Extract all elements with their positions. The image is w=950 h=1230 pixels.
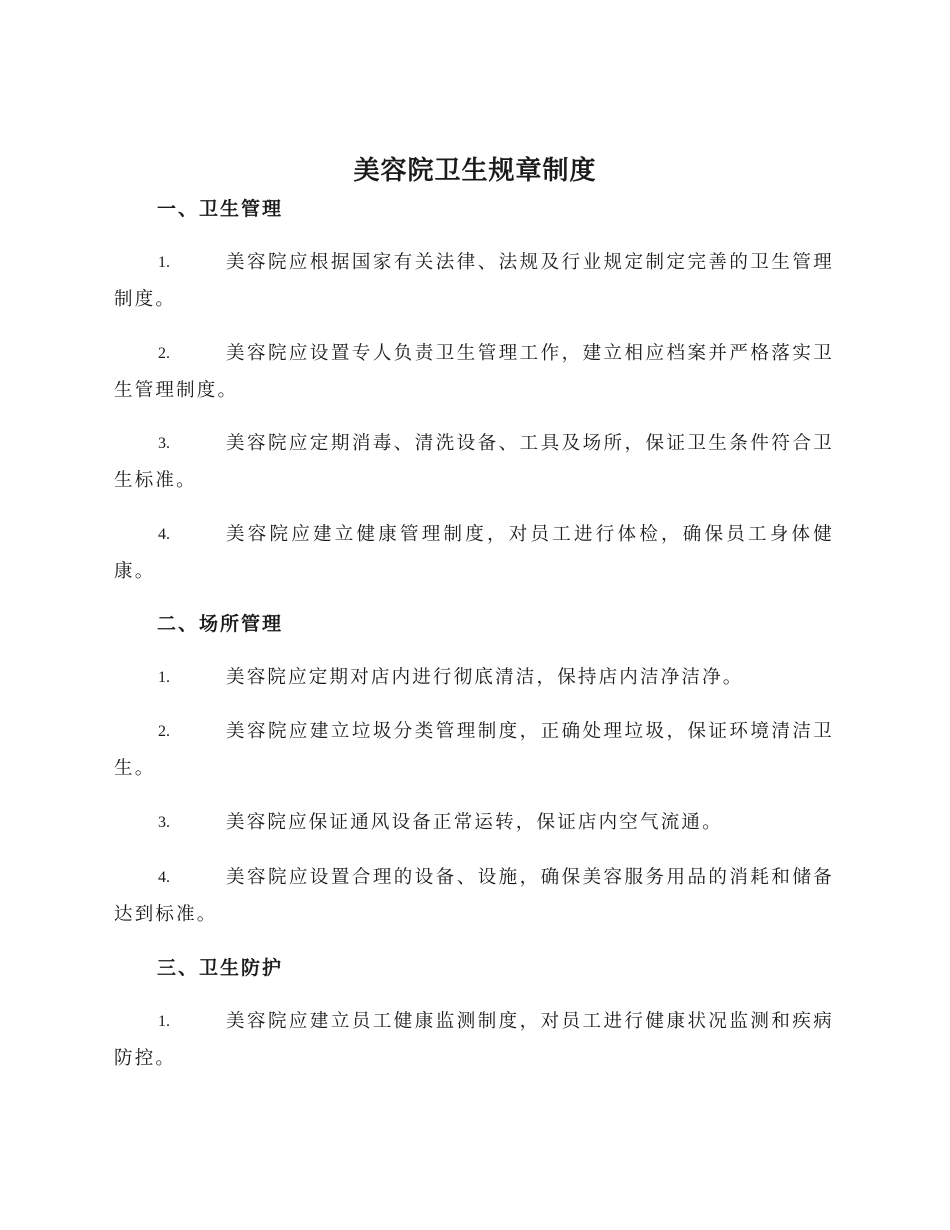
list-item xyxy=(114,335,834,409)
item-text: 美容院应建立垃圾分类管理制度，正确处理垃圾，保证环境清洁卫生。 xyxy=(114,721,834,779)
section-heading-hygiene-management: 一、卫生管理 xyxy=(157,198,284,220)
item-text: 美容院应定期消毒、清洗设备、工具及场所，保证卫生条件符合卫生标准。 xyxy=(114,433,834,491)
item-text: 美容院应设置合理的设备、设施，确保美容服务用品的消耗和储备达到标准。 xyxy=(114,867,834,925)
list-item xyxy=(114,1003,834,1077)
list-item xyxy=(114,859,834,933)
item-text: 美容院应设置专人负责卫生管理工作，建立相应档案并严格落实卫生管理制度。 xyxy=(114,343,834,401)
item-text: 美容院应保证通风设备正常运转，保证店内空气流通。 xyxy=(226,812,723,833)
item-number: 4. xyxy=(158,869,170,886)
item-number: 1. xyxy=(158,254,170,271)
list-item xyxy=(114,659,834,696)
item-number: 2. xyxy=(158,345,170,362)
item-text: 美容院应根据国家有关法律、法规及行业规定制定完善的卫生管理制度。 xyxy=(114,252,834,310)
list-item xyxy=(114,244,834,318)
item-text: 美容院应建立健康管理制度，对员工进行体检，确保员工身体健康。 xyxy=(114,524,834,582)
list-item xyxy=(114,425,834,499)
item-number: 1. xyxy=(158,669,170,686)
item-number: 2. xyxy=(158,723,170,740)
section-heading-hygiene-protection: 三、卫生防护 xyxy=(157,957,284,979)
list-item xyxy=(114,516,834,590)
list-item xyxy=(114,804,834,841)
item-number: 3. xyxy=(158,435,170,452)
section-heading-premises-management: 二、场所管理 xyxy=(157,613,284,635)
item-number: 3. xyxy=(158,814,170,831)
item-text: 美容院应建立员工健康监测制度，对员工进行健康状况监测和疾病防控。 xyxy=(114,1011,834,1069)
item-text: 美容院应定期对店内进行彻底清洁，保持店内洁净洁净。 xyxy=(226,667,744,688)
item-number: 4. xyxy=(158,526,170,543)
list-item xyxy=(114,713,834,787)
document-title: 美容院卫生规章制度 xyxy=(353,156,597,186)
item-number: 1. xyxy=(158,1013,170,1030)
